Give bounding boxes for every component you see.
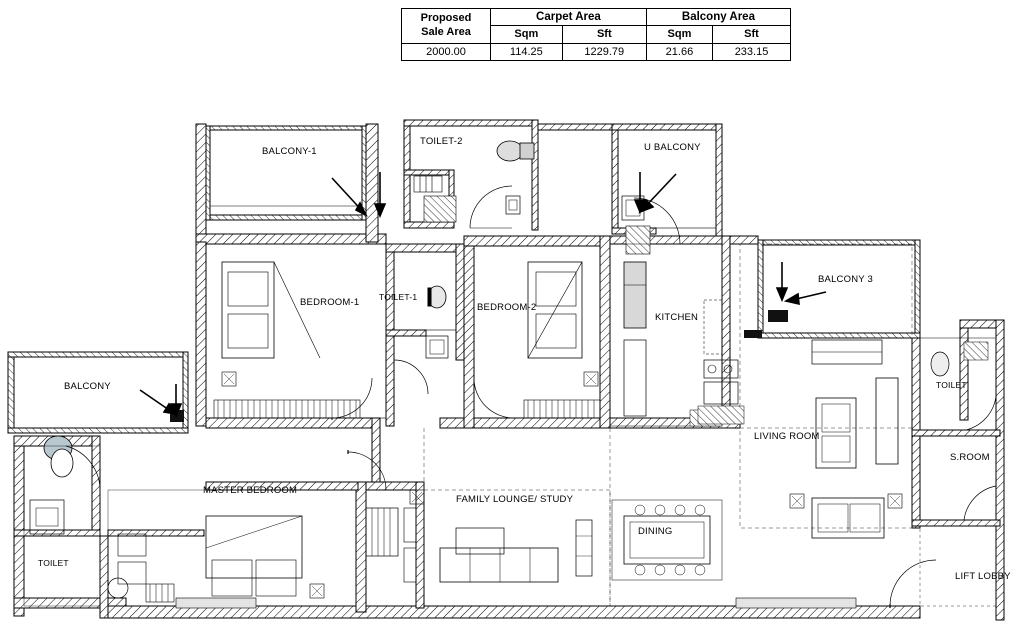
room-label-bedroom-1: BEDROOM-1 bbox=[300, 297, 360, 308]
room-label-balcony-1: BALCONY-1 bbox=[262, 146, 317, 157]
balcony-sqm-unit: Sqm bbox=[646, 26, 712, 43]
carpet-sft-unit: Sft bbox=[562, 26, 646, 43]
room-label-s-room: S.ROOM bbox=[950, 452, 990, 463]
balcony-sqm-value: 21.66 bbox=[646, 43, 712, 60]
carpet-sqm-unit: Sqm bbox=[491, 26, 563, 43]
carpet-sqm-value: 114.25 bbox=[491, 43, 563, 60]
room-label-balcony-3: BALCONY 3 bbox=[818, 274, 873, 285]
room-label-bedroom-2: BEDROOM-2 bbox=[477, 302, 537, 313]
room-label-lift-lobby: LIFT LOBBY bbox=[955, 571, 1011, 582]
room-label-living-room: LIVING ROOM bbox=[754, 431, 820, 442]
room-label-dining: DINING bbox=[638, 526, 673, 537]
balcony-sft-unit: Sft bbox=[713, 26, 791, 43]
room-label-toilet-2: TOILET-2 bbox=[420, 136, 463, 147]
room-label-toilet-right: TOILET bbox=[936, 380, 967, 390]
balcony-sft-value: 233.15 bbox=[713, 43, 791, 60]
sale-area-value: 2000.00 bbox=[402, 43, 491, 60]
room-label-toilet-left: TOILET bbox=[38, 558, 69, 568]
room-label-toilet-1: TOILET-1 bbox=[379, 292, 418, 302]
carpet-sft-value: 1229.79 bbox=[562, 43, 646, 60]
room-label-kitchen: KITCHEN bbox=[655, 312, 699, 323]
proposed-sale-area-header: Proposed Sale Area bbox=[402, 9, 491, 44]
room-label-family-lounge: FAMILY LOUNGE/ STUDY bbox=[456, 494, 574, 505]
carpet-area-header: Carpet Area bbox=[491, 9, 647, 26]
room-label-u-balcony: U BALCONY bbox=[644, 142, 701, 153]
room-label-master-bedroom: MASTER BEDROOM bbox=[203, 485, 298, 496]
room-label-balcony: BALCONY bbox=[64, 381, 111, 392]
balcony-area-header: Balcony Area bbox=[646, 9, 790, 26]
